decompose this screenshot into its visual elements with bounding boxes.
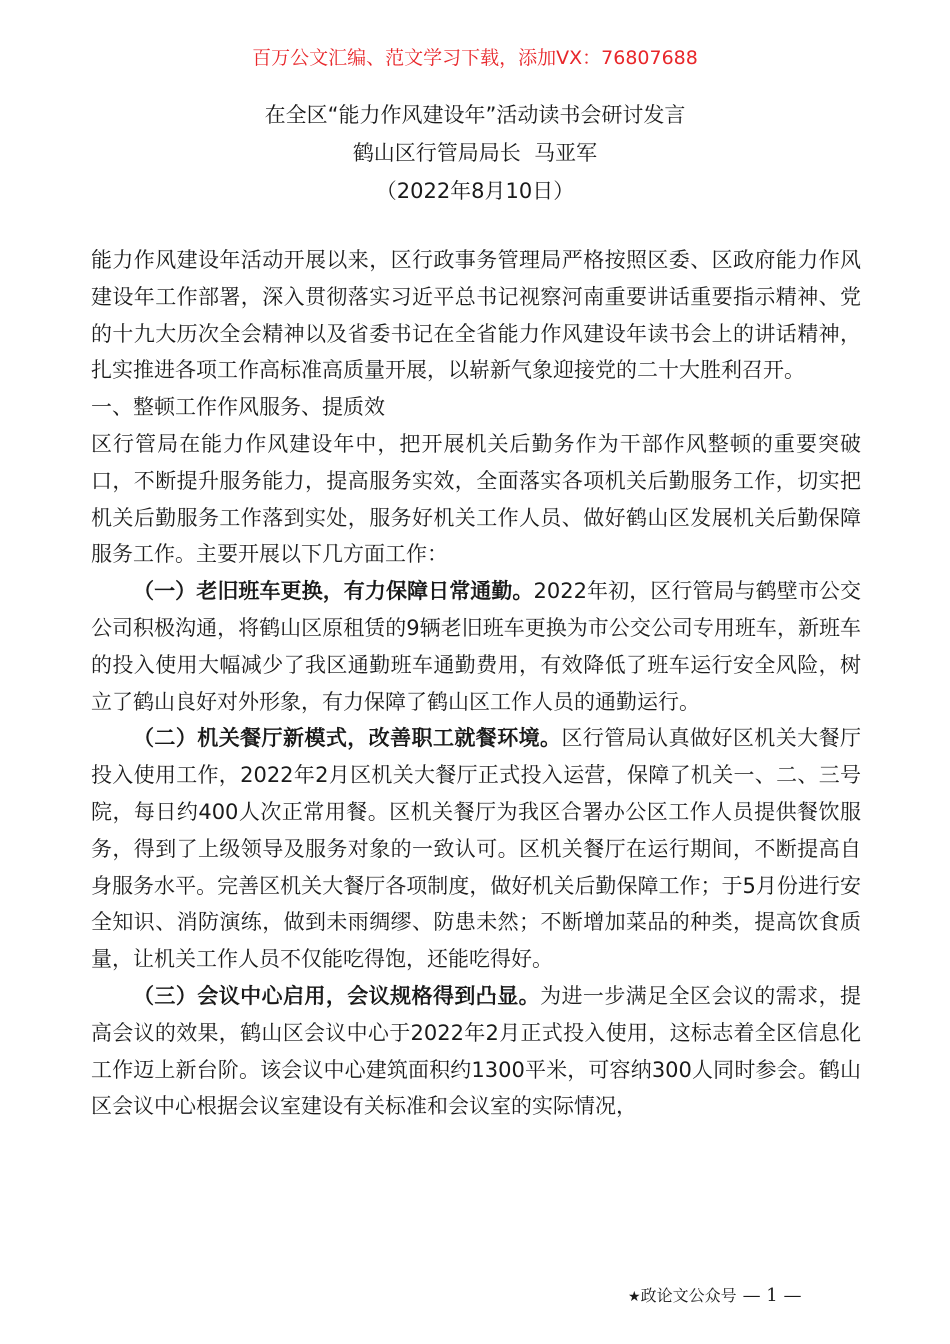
section-paragraph: 区行管局在能力作风建设年中，把开展机关后勤务作为干部作风整顿的重要突破口，不断提升服务能力，提高服务实效，全面落实各项机关后勤服务工作，切实把机关后勤服务工作落到实处，服务好机关工作人员、做好鹤山区发展机关后勤保障服务工作。主要开展以下几方面工作： <box>91 431 861 567</box>
section-heading: 一、整顿工作作风服务、提质效 <box>91 395 385 420</box>
item-heading: （三）会议中心启用，会议规格得到凸显。 <box>133 983 541 1008</box>
document-title: 在全区“能力作风建设年”活动读书会研讨发言 <box>264 103 686 127</box>
item-heading: （二）机关餐厅新模式，改善职工就餐环境。 <box>133 726 562 751</box>
list-item <box>91 573 861 720</box>
star-icon: ★ <box>628 1289 641 1305</box>
document-date: （2022年8月10日） <box>375 179 575 203</box>
page-footer <box>628 1284 801 1309</box>
item-text: 2022年初，区行管局与鹤壁市公交公司积极沟通，将鹤山区原租赁的9辆老旧班车更换为市公交公司专用班车，新班车的投入使用大幅减少了我区通勤班车通勤费用，有效降低了班车运行安全风险，树立了鹤山良好对外形象，有力保障了鹤山区工作人员的通勤运行。 <box>91 579 861 714</box>
item-text: 区行管局认真做好区机关大餐厅投入使用工作，2022年2月区机关大餐厅正式投入运营，保障了机关一、二、三号院，每日约400人次正常用餐。区机关餐厅为我区合署办公区工作人员提供餐饮服务，得到了上级领导及服务对象的一致认可。区机关餐厅在运行期间，不断提高自身服务水平。完善区机关大餐厅各项制度，做好机关后勤保障工作；于5月份进行安全知识、消防演练，做到未雨绸缪、防患未然；不断增加菜品的种类，提高饮食质量，让机关工作人员不仅能吃得饱，还能吃得好。 <box>91 726 861 972</box>
document-body <box>91 242 861 1125</box>
list-item <box>91 720 861 978</box>
item-text: 为进一步满足全区会议的需求，提高会议的效果，鹤山区会议中心于2022年2月正式投入使用，这标志着全区信息化工作迈上新台阶。该会议中心建筑面积约1300平米，可容纳300人同时参会。鹤山区会议中心根据会议室建设有关标准和会议室的实际情况， <box>91 983 862 1119</box>
document-author: 鹤山区行管局局长 马亚军 <box>352 141 598 165</box>
page-number: — 1 — <box>742 1285 802 1306</box>
list-item <box>91 978 861 1125</box>
footer-label: 政论文公众号 <box>640 1286 737 1305</box>
document-header <box>0 96 950 210</box>
intro-paragraph: 能力作风建设年活动开展以来，区行政事务管理局严格按照区委、区政府能力作风建设年工作部署，深入贯彻落实习近平总书记视察河南重要讲话重要指示精神、党的十九大历次全会精神以及省委书记在全省能力作风建设年读书会上的讲话精神，扎实推进各项工作高标准高质量开展，以崭新气象迎接党的二十大胜利召开。 <box>91 248 861 383</box>
item-heading: （一）老旧班车更换，有力保障日常通勤。 <box>133 579 534 604</box>
promo-banner: 百万公文汇编、范文学习下载，添加VX：76807688 <box>252 47 698 69</box>
